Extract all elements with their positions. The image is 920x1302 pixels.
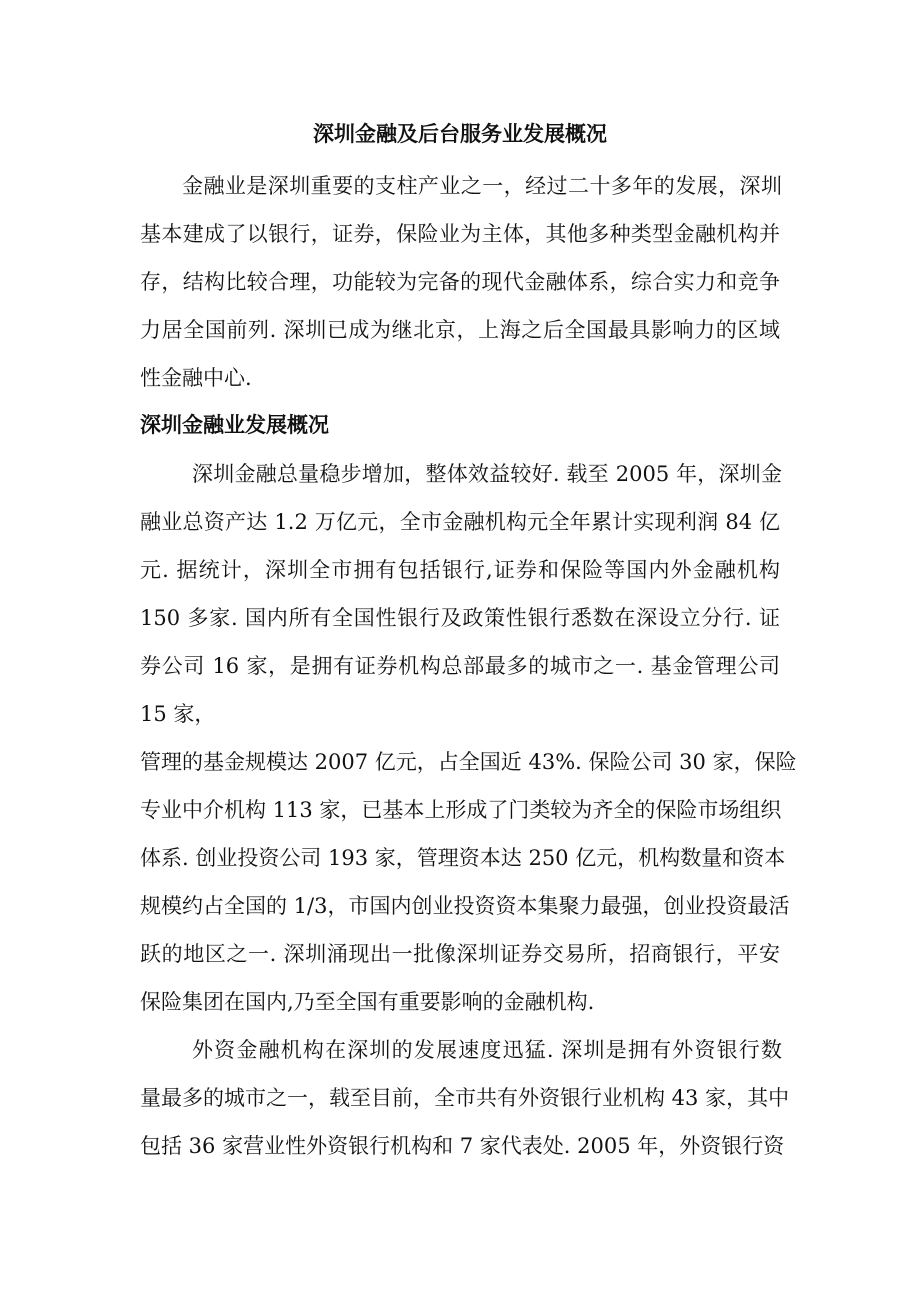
intro-line-5: 性金融中心. [140,366,252,390]
intro-line-1: 金融业是深圳重要的支柱产业之一，经过二十多年的发展，深圳 [182,174,782,198]
intro-line-4: 力居全国前列. 深圳已成为继北京，上海之后全国最具影响力的区域 [140,318,780,342]
section-heading: 深圳金融业发展概况 [140,412,329,437]
section-line-9: 体系. 创业投资公司 193 家，管理资本达 250 亿元，机构数量和资本 [140,846,786,870]
intro-line-3: 存，结构比较合理，功能较为完备的现代金融体系，综合实力和竞争 [140,270,780,294]
intro-line-2: 基本建成了以银行，证券，保险业为主体，其他多种类型金融机构并 [140,222,780,246]
section-line-2: 融业总资产达 1.2 万亿元，全市金融机构元全年累计实现利润 84 亿 [140,510,780,534]
section-line-6: 15 家， [140,702,216,726]
foreign-line-3: 包括 36 家营业性外资银行机构和 7 家代表处. 2005 年，外资银行资 [140,1134,785,1158]
section-line-11: 跃的地区之一. 深圳涌现出一批像深圳证券交易所，招商银行，平安 [140,942,780,966]
section-line-3: 元. 据统计，深圳全市拥有包括银行,证券和保险等国内外金融机构 [140,558,780,582]
section-line-8: 专业中介机构 113 家，已基本上形成了门类较为齐全的保险市场组织 [140,798,782,822]
section-line-10: 规模约占全国的 1/3，市国内创业投资资本集聚力最强，创业投资最活 [140,894,790,918]
section-line-12: 保险集团在国内,乃至全国有重要影响的金融机构. [140,990,595,1014]
foreign-line-1: 外资金融机构在深圳的发展速度迅猛. 深圳是拥有外资银行数 [192,1038,782,1062]
foreign-line-2: 量最多的城市之一，载至目前，全市共有外资银行业机构 43 家，其中 [140,1086,790,1110]
section-line-5: 券公司 16 家，是拥有证券机构总部最多的城市之一. 基金管理公司 [140,654,780,678]
section-line-1: 深圳金融总量稳步增加，整体效益较好. 载至 2005 年，深圳金 [192,462,782,486]
section-line-7: 管理的基金规模达 2007 亿元，占全国近 43%. 保险公司 30 家，保险 [140,750,797,774]
document-title: 深圳金融及后台服务业发展概况 [313,121,607,146]
section-line-4: 150 多家. 国内所有全国性银行及政策性银行悉数在深设立分行. 证 [140,606,780,630]
